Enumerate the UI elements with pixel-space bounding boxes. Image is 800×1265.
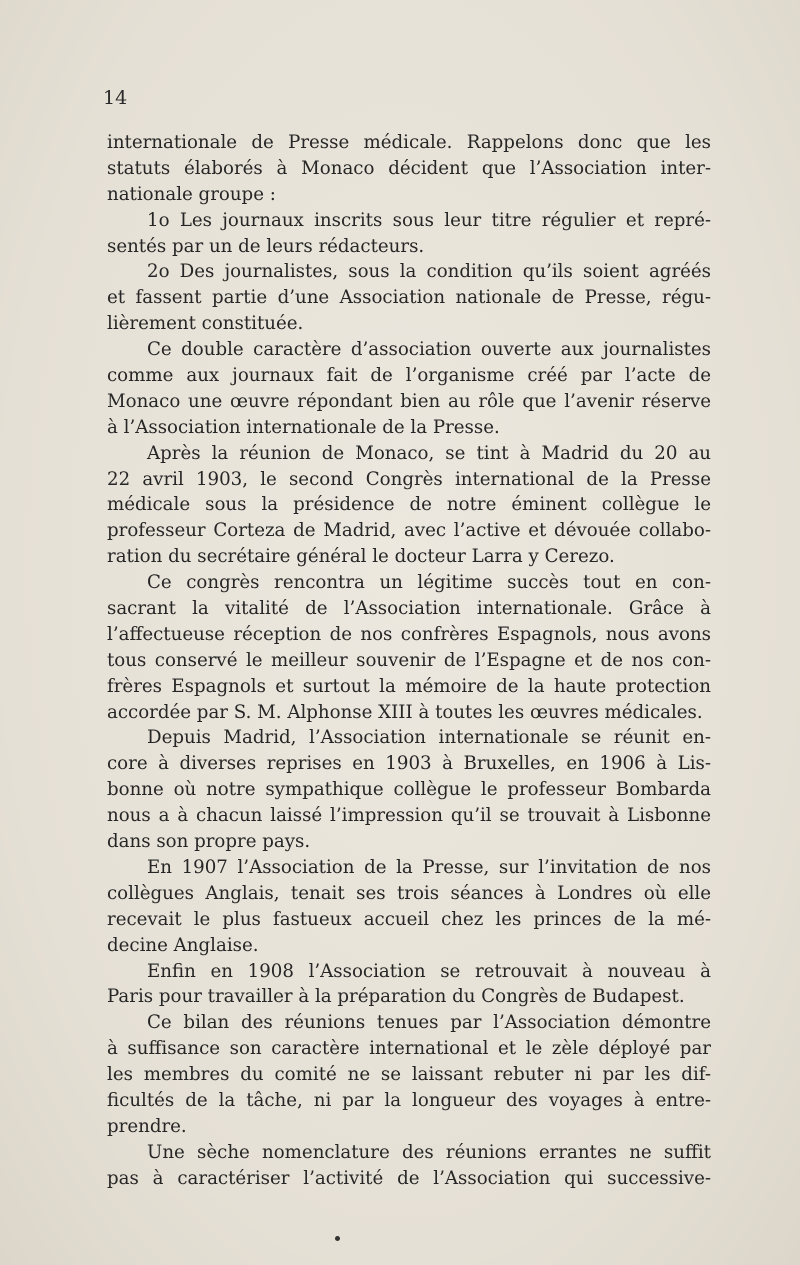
ink-dot <box>335 1236 340 1241</box>
text-line: sentés par un de leurs rédacteurs. <box>107 235 425 257</box>
text-line: Ce congrès rencontra un légitime succès tout en con- <box>147 572 711 594</box>
text-line: 2o Des journalistes, sous la condition qu’ils soient agréés <box>147 261 711 283</box>
text-line: Paris pour travailler à la préparation du Congrès de Budapest. <box>107 986 685 1008</box>
text-line: Ce double caractère d’association ouverte aux journalistes <box>147 339 711 361</box>
text-line: Monaco une œuvre répondant bien au rôle que l’avenir réserve <box>107 390 711 412</box>
text-line: frères Espagnols et surtout la mémoire de la haute protection <box>107 675 711 697</box>
text-line: Depuis Madrid, l’Association internationale se réunit en- <box>147 727 711 749</box>
text-line: et fassent partie d’une Association nationale de Presse, régu- <box>107 287 711 309</box>
text-line: ficultés de la tâche, ni par la longueur des voyages à entre- <box>107 1089 711 1111</box>
text-line: tous conservé le meilleur souvenir de l’Espagne et de nos con- <box>107 649 711 671</box>
text-line: comme aux journaux fait de l’organisme créé par l’acte de <box>107 365 711 387</box>
text-line: à suffisance son caractère international et le zèle déployé par <box>107 1038 711 1060</box>
text-line: sacrant la vitalité de l’Association internationale. Grâce à <box>107 598 711 620</box>
text-line: internationale de Presse médicale. Rappelons donc que les <box>107 132 711 153</box>
text-line: statuts élaborés à Monaco décident que l’Association inter- <box>107 157 711 179</box>
text-line: bonne où notre sympathique collègue le professeur Bombarda <box>107 779 711 801</box>
text-line: Ce bilan des réunions tenues par l’Association démontre <box>147 1012 711 1034</box>
text-line: nationale groupe : <box>107 183 276 205</box>
page-number: 14 <box>103 87 128 109</box>
text-line: ration du secrétaire général le docteur Larra y Cerezo. <box>107 546 615 568</box>
text-line: pas à caractériser l’activité de l’Association qui successive- <box>107 1167 711 1189</box>
text-line: lièrement constituée. <box>107 313 304 335</box>
text-line: à l’Association internationale de la Presse. <box>107 416 500 438</box>
text-line: Une sèche nomenclature des réunions errantes ne suffit <box>147 1141 711 1163</box>
body-text <box>107 130 711 1192</box>
text-line: nous a à chacun laissé l’impression qu’il se trouvait à Lisbonne <box>107 805 711 827</box>
text-line: En 1907 l’Association de la Presse, sur l’invitation de nos <box>147 856 711 878</box>
text-line: recevait le plus fastueux accueil chez les princes de la mé- <box>107 908 711 930</box>
text-line: Enfin en 1908 l’Association se retrouvait à nouveau à <box>147 960 711 982</box>
text-line: prendre. <box>107 1115 187 1137</box>
text-line: professeur Corteza de Madrid, avec l’active et dévouée collabo- <box>107 520 711 542</box>
text-line: accordée par S. M. Alphonse XIII à toutes les œuvres médicales. <box>107 701 703 723</box>
text-line: collègues Anglais, tenait ses trois séances à Londres où elle <box>107 882 711 904</box>
text-line: 1o Les journaux inscrits sous leur titre régulier et repré- <box>147 209 711 231</box>
text-line: core à diverses reprises en 1903 à Bruxelles, en 1906 à Lis- <box>107 753 711 775</box>
text-line: l’affectueuse réception de nos confrères Espagnols, nous avons <box>107 623 711 645</box>
text-line: les membres du comité ne se laissant rebuter ni par les dif- <box>107 1064 711 1086</box>
text-line: Après la réunion de Monaco, se tint à Madrid du 20 au <box>147 442 711 464</box>
text-line: 22 avril 1903, le second Congrès international de la Presse <box>107 468 711 490</box>
text-line: decine Anglaise. <box>107 934 259 956</box>
text-line: médicale sous la présidence de notre éminent collègue le <box>107 494 711 516</box>
text-line: dans son propre pays. <box>107 831 311 853</box>
